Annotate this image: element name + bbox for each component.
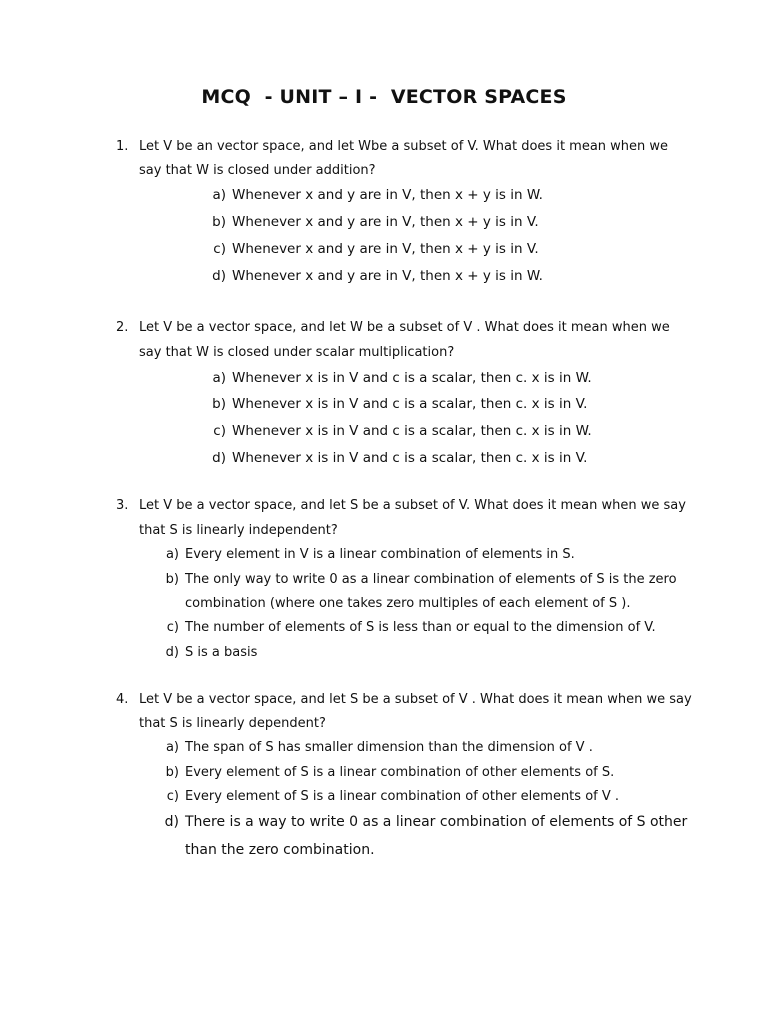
option-text: Whenever x is in V and c is a scalar, then c. x is in W. — [232, 423, 592, 439]
option-c — [166, 620, 656, 635]
option-a — [212, 187, 543, 203]
option-b — [212, 214, 539, 230]
option-text: Whenever x and y are in V, then x + y is in W. — [232, 187, 543, 203]
option-d-continuation — [185, 842, 375, 858]
option-c — [213, 241, 539, 257]
option-text: Whenever x is in V and c is a scalar, then c. x is in V. — [232, 396, 588, 412]
option-c — [166, 789, 620, 804]
option-b — [165, 572, 677, 587]
option-text: Every element of S is a linear combination of other elements of V . — [185, 789, 620, 804]
option-b — [212, 396, 588, 412]
option-text: combination (where one takes zero multiples of each element of S ). — [185, 596, 631, 611]
option-a — [212, 370, 592, 386]
option-text: The span of S has smaller dimension than the dimension of V . — [185, 740, 593, 755]
option-label: d) — [164, 814, 179, 830]
question-text-line: say that W is closed under addition? — [139, 163, 376, 178]
option-text: Every element in V is a linear combination of elements in S. — [185, 547, 575, 562]
option-a — [165, 547, 575, 562]
option-d — [212, 268, 543, 284]
option-text: Every element of S is a linear combination of other elements of S. — [185, 765, 615, 780]
option-text: S is a basis — [185, 645, 258, 660]
option-c — [213, 423, 592, 439]
option-text: Whenever x and y are in V, then x + y is in W. — [232, 268, 543, 284]
option-d — [164, 814, 688, 830]
option-d — [212, 450, 588, 466]
question-text-line: say that W is closed under scalar multiplication? — [139, 345, 455, 360]
question-text-line: Let V be a vector space, and let W be a subset of V . What does it mean when we — [139, 320, 670, 335]
question-text-line: Let V be an vector space, and let Wbe a subset of V. What does it mean when we — [139, 139, 669, 154]
question-number: 4. — [116, 692, 129, 707]
option-text: The number of elements of S is less than or equal to the dimension of V. — [185, 620, 656, 635]
option-label: b) — [165, 572, 179, 587]
option-label: c) — [213, 241, 226, 257]
option-text: Whenever x and y are in V, then x + y is in V. — [232, 241, 539, 257]
option-b-continuation — [185, 596, 630, 611]
option-label: c) — [166, 789, 179, 804]
option-text: than the zero combination. — [185, 842, 375, 858]
option-label: d) — [212, 450, 226, 466]
option-label: a) — [165, 740, 179, 755]
option-label: b) — [212, 214, 226, 230]
option-text: The only way to write 0 as a linear combination of elements of S is the zero — [185, 572, 677, 587]
option-text: Whenever x is in V and c is a scalar, then c. x is in V. — [232, 450, 588, 466]
question-number: 3. — [116, 498, 129, 513]
question-text-line: Let V be a vector space, and let S be a subset of V. What does it mean when we say — [139, 498, 686, 513]
option-label: c) — [213, 423, 226, 439]
question-text-line: that S is linearly dependent? — [139, 716, 326, 731]
option-d — [165, 645, 258, 660]
option-text: Whenever x is in V and c is a scalar, then c. x is in W. — [232, 370, 592, 386]
question-number: 2. — [116, 320, 129, 335]
page-title: MCQ - UNIT – I - VECTOR SPACES — [201, 86, 567, 108]
option-a — [165, 740, 593, 755]
option-label: a) — [165, 547, 179, 562]
option-label: b) — [212, 396, 226, 412]
option-label: c) — [166, 620, 179, 635]
question-text-line: Let V be a vector space, and let S be a subset of V . What does it mean when we say — [139, 692, 692, 707]
option-label: a) — [212, 187, 226, 203]
option-label: a) — [212, 370, 226, 386]
question-text-line: that S is linearly independent? — [139, 523, 338, 538]
option-b — [165, 765, 615, 780]
question-number: 1. — [116, 139, 129, 154]
option-text: Whenever x and y are in V, then x + y is in V. — [232, 214, 539, 230]
option-text: There is a way to write 0 as a linear combination of elements of S other — [185, 814, 688, 830]
option-label: d) — [165, 645, 179, 660]
option-label: d) — [212, 268, 226, 284]
option-label: b) — [165, 765, 179, 780]
